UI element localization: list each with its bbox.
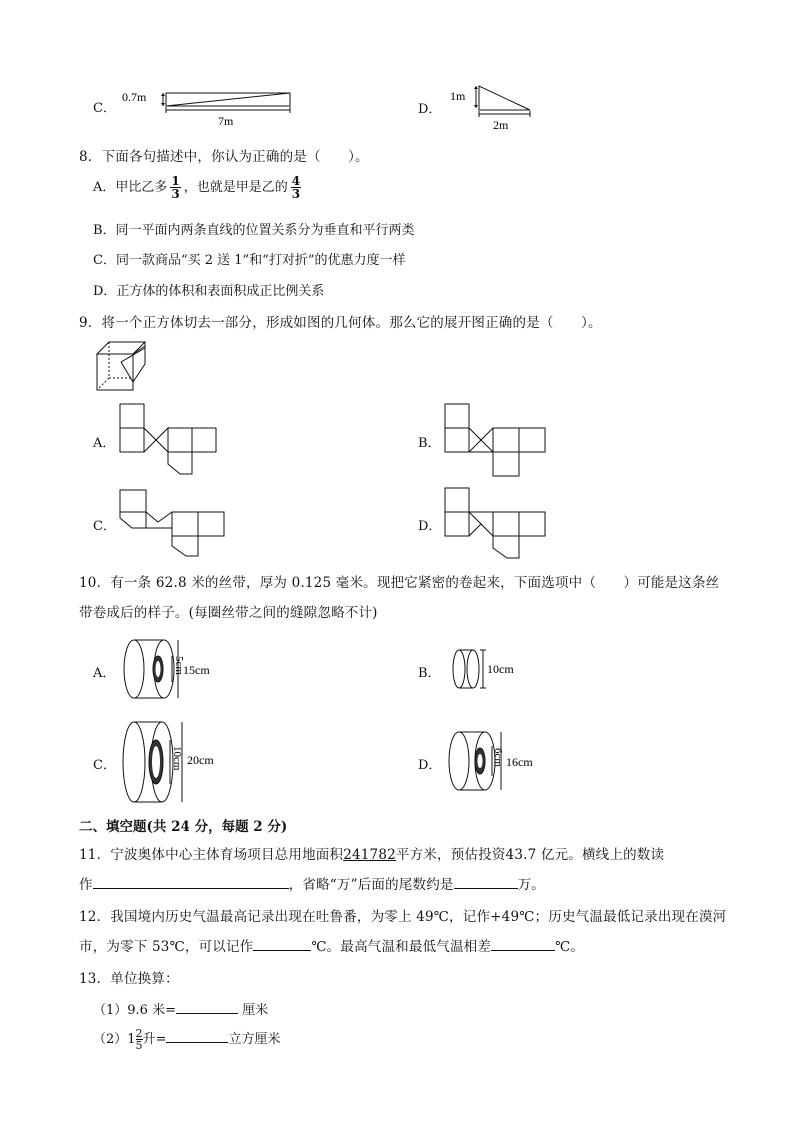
q10c-outer-label: 20cm (187, 753, 214, 767)
q10-option-b-roll[interactable] (447, 647, 527, 691)
q10a-inner-label: 5cm (173, 656, 185, 675)
q12-blank-1[interactable] (253, 938, 311, 951)
q7-option-c-label: C． (93, 101, 116, 116)
q13-item-2: （2）1 $\frac{2}{5}$ 升= 立方厘米 (93, 1027, 281, 1052)
q11-blank-1[interactable] (93, 876, 289, 889)
q9-option-c-net[interactable] (118, 488, 230, 560)
q13-fraction: $\frac{2}{5}$ (135, 1027, 143, 1052)
q10-option-d-roll[interactable] (445, 728, 545, 794)
q10-stem-line1: 10．有一条 62.8 米的丝带，厚为 0.125 毫米。现把它紧密的卷起来，下面选项中（ ）可能是这条丝 (79, 575, 720, 591)
q10-option-d-label: D． (418, 758, 442, 773)
q8-option-a[interactable] (93, 175, 304, 200)
q13-item-1: （1）9.6 米= 厘米 (93, 1003, 269, 1018)
q9-option-d-label: D． (418, 519, 442, 534)
q9-option-b-net[interactable] (443, 402, 549, 478)
q10-stem-line2: 带卷成后的样子。(每圈丝带之间的缝隙忽略不计) (79, 605, 378, 621)
q10d-outer-label: 16cm (506, 755, 533, 769)
q13-stem: 13．单位换算： (79, 971, 179, 987)
q8-option-b[interactable]: B．同一平面内两条直线的位置关系分为垂直和平行两类 (93, 223, 415, 238)
q11-underlined-number: 241782 (343, 847, 396, 863)
q10a-outer-label: 15cm (183, 663, 210, 677)
q13-blank-1[interactable] (176, 1001, 238, 1014)
q12-blank-2[interactable] (491, 938, 555, 951)
q10-option-c-roll[interactable] (120, 720, 230, 804)
q12-line2: 市，为零下 53℃，可以记作 ℃。最高气温和最低气温相差 ℃。 (79, 939, 585, 955)
q9-option-d-net[interactable] (443, 486, 549, 562)
q8a-fraction-2: $\frac{4}{3}$ (291, 174, 301, 201)
q7c-height-label: 0.7m (122, 90, 147, 104)
q11-blank-2[interactable] (454, 876, 518, 889)
q9-option-a-net[interactable] (118, 402, 222, 478)
q10-option-c-label: C． (93, 758, 116, 773)
q8-option-c[interactable]: C．同一款商品“买 2 送 1”和“打对折”的优惠力度一样 (93, 253, 406, 268)
q11-line2: 作 ，省略“万”后面的尾数约是 万。 (79, 877, 546, 893)
q7-option-d-figure (445, 82, 540, 134)
q9-option-c-label: C． (93, 519, 116, 534)
q8a-middle: ，也就是甲是乙的 (183, 180, 288, 195)
q8-option-d[interactable]: D．正方体的体积和表面积成正比例关系 (93, 284, 325, 299)
q8a-fraction-1: $\frac{1}{3}$ (171, 174, 180, 201)
q10b-outer-label: 10cm (487, 662, 514, 676)
q9-option-b-label: B． (418, 436, 441, 451)
q10-option-b-label: B． (418, 666, 441, 681)
q11-line1: 11．宁波奥体中心主体育场项目总用地面积241782平方米，预估投资43.7 亿元。横线上的数读 (79, 847, 665, 863)
section-2-title: 二、填空题(共 24 分，每题 2 分) (79, 819, 288, 835)
q10d-inner-label: 6cm (492, 748, 504, 767)
q7c-width-label: 7m (218, 114, 234, 128)
q13-blank-2[interactable] (166, 1030, 228, 1043)
q9-option-a-label: A． (93, 436, 116, 451)
q9-stem: 9．将一个正方体切去一部分，形成如图的几何体。那么它的展开图正确的是（ ）。 (79, 315, 602, 331)
q10-option-a-label: A． (93, 666, 116, 681)
q7-option-d-label: D． (418, 102, 442, 117)
q7d-width-label: 2m (493, 118, 509, 132)
q10-option-a-roll[interactable] (120, 636, 220, 702)
q8a-prefix: A．甲比乙多 (93, 180, 168, 195)
q8-stem: 8．下面各句描述中，你认为正确的是（ ）。 (79, 149, 369, 165)
q10c-inner-label: 10cm (171, 746, 183, 771)
q12-line1: 12．我国境内历史气温最高记录出现在吐鲁番，为零上 49℃，记作+49℃；历史气温最低记录出现在漠河 (79, 909, 727, 925)
q7d-height-label: 1m (450, 89, 466, 103)
q7-option-c-figure (118, 84, 298, 130)
q9-cut-cube-figure (95, 340, 153, 392)
